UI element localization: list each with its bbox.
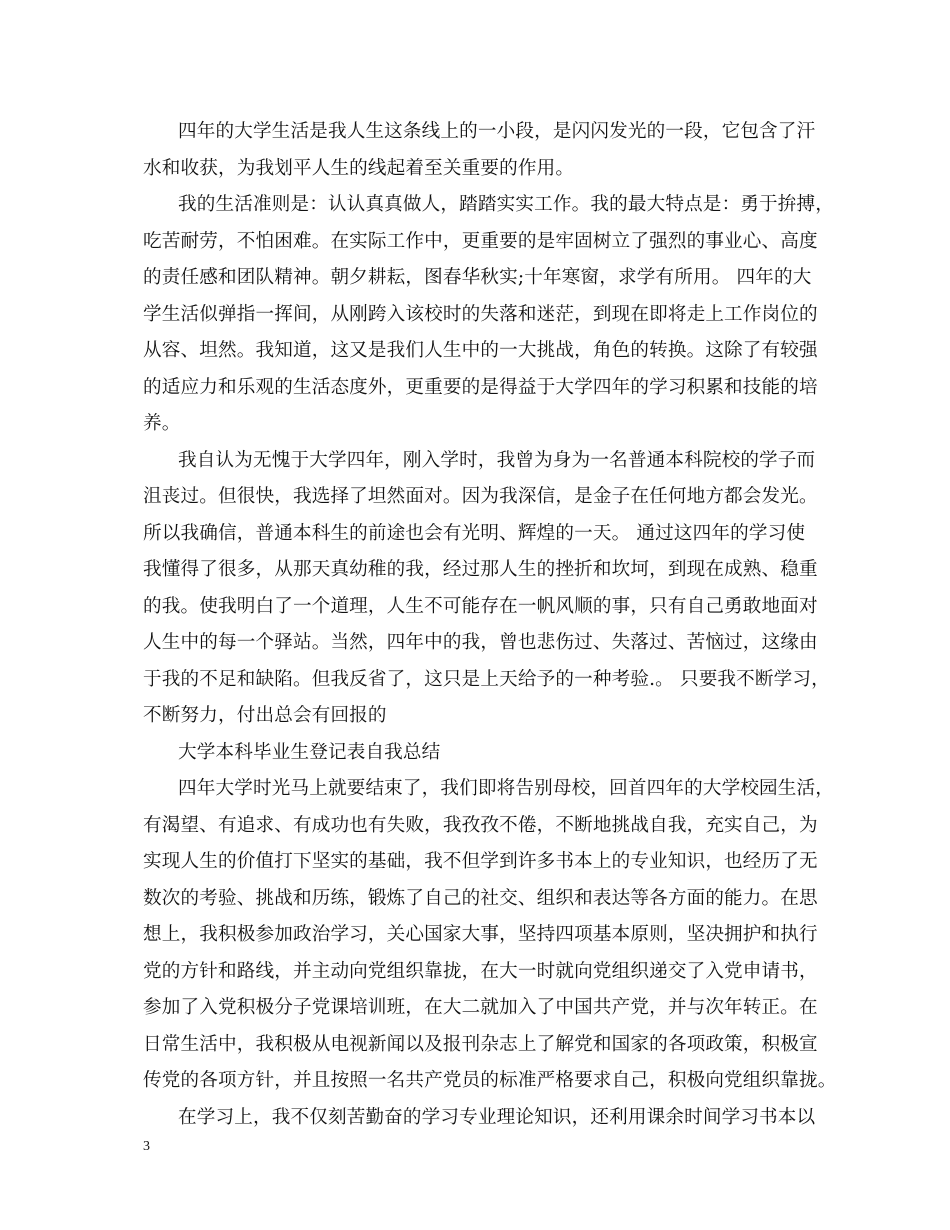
paragraph-3-line-1: 我自认为无愧于大学四年，刚入学时，我曾为身为一名普通本科院校的学子而 <box>178 449 816 471</box>
page-number: 3 <box>143 1139 150 1154</box>
paragraph-5-line-1: 在学习上，我不仅刻苦勤奋的学习专业理论知识，还利用课余时间学习书本以 <box>178 1106 816 1128</box>
paragraph-4-line-3: 实现人生的价值打下坚实的基础，我不但学到许多书本上的专业知识，也经历了无 <box>143 851 818 872</box>
document-body <box>143 114 837 1136</box>
paragraph-4-line-9: 传党的各项方针，并且按照一名共产党员的标准严格要求自己，积极向党组织靠拢。 <box>143 1070 837 1091</box>
paragraph-4-line-5: 想上，我积极参加政治学习，关心国家大事，坚持四项基本原则，坚决拥护和执行 <box>143 924 818 945</box>
paragraph-2-line-3: 的责任感和团队精神。朝夕耕耘，图春华秋实;十年寒窗，求学有所用。 四年的大 <box>143 267 812 288</box>
paragraph-4-line-2: 有渴望、有追求、有成功也有失败，我孜孜不倦，不断地挑战自我，充实自己，为 <box>143 814 818 836</box>
paragraph-3-line-6: 人生中的每一个驿站。当然，四年中的我，曾也悲伤过、失落过、苦恼过，这缘由 <box>143 632 818 653</box>
paragraph-4-line-1: 四年大学时光马上就要结束了，我们即将告别母校，回首四年的大学校园生活， <box>178 778 835 799</box>
paragraph-2-line-7: 养。 <box>143 413 181 434</box>
paragraph-2-line-6: 的适应力和乐观的生活态度外，更重要的是得益于大学四年的学习积累和技能的培 <box>143 376 818 398</box>
paragraph-1-line-2: 水和收获，为我划平人生的线起着至关重要的作用。 <box>143 157 575 179</box>
paragraph-3-line-7: 于我的不足和缺陷。但我反省了，这只是上天给予的一种考验.。 只要我不断学习， <box>143 668 830 690</box>
paragraph-2-line-1: 我的生活准则是：认认真真做人，踏踏实实工作。我的最大特点是：勇于拚搏， <box>178 194 835 215</box>
section-heading: 大学本科毕业生登记表自我总结 <box>178 741 441 763</box>
paragraph-4-line-6: 党的方针和路线，并主动向党组织靠拢，在大一时就向党组织递交了入党申请书， <box>143 960 818 982</box>
paragraph-1-line-1: 四年的大学生活是我人生这条线上的一小段，是闪闪发光的一段，它包含了汗 <box>178 121 816 142</box>
paragraph-3-line-8: 不断努力，付出总会有回报的 <box>143 705 387 726</box>
paragraph-3-line-4: 我懂得了很多，从那天真幼稚的我，经过那人生的挫折和坎坷，到现在成熟、稳重 <box>143 559 818 580</box>
paragraph-3-line-3: 所以我确信，普通本科生的前途也会有光明、辉煌的一天。 通过这四年的学习使 <box>143 522 806 544</box>
paragraph-2-line-5: 从容、坦然。我知道，这又是我们人生中的一大挑战，角色的转换。这除了有较强 <box>143 340 818 361</box>
paragraph-4-line-7: 参加了入党积极分子党课培训班，在大二就加入了中国共产党，并与次年转正。在 <box>143 997 818 1018</box>
paragraph-3-line-5: 的我。使我明白了一个道理，人生不可能存在一帆风顺的事，只有自己勇敢地面对 <box>143 595 818 617</box>
paragraph-3-line-2: 沮丧过。但很快，我选择了坦然面对。因为我深信，是金子在任何地方都会发光。 <box>143 486 818 507</box>
paragraph-2-line-4: 学生活似弹指一挥间，从刚跨入该校时的失落和迷茫，到现在即将走上工作岗位的 <box>143 303 818 325</box>
paragraph-4-line-4: 数次的考验、挑战和历练，锻炼了自己的社交、组织和表达等各方面的能力。在思 <box>143 887 818 909</box>
paragraph-2-line-2: 吃苦耐劳，不怕困难。在实际工作中，更重要的是牢固树立了强烈的事业心、高度 <box>143 230 818 252</box>
paragraph-4-line-8: 日常生活中，我积极从电视新闻以及报刊杂志上了解党和国家的各项政策，积极宣 <box>143 1033 818 1055</box>
